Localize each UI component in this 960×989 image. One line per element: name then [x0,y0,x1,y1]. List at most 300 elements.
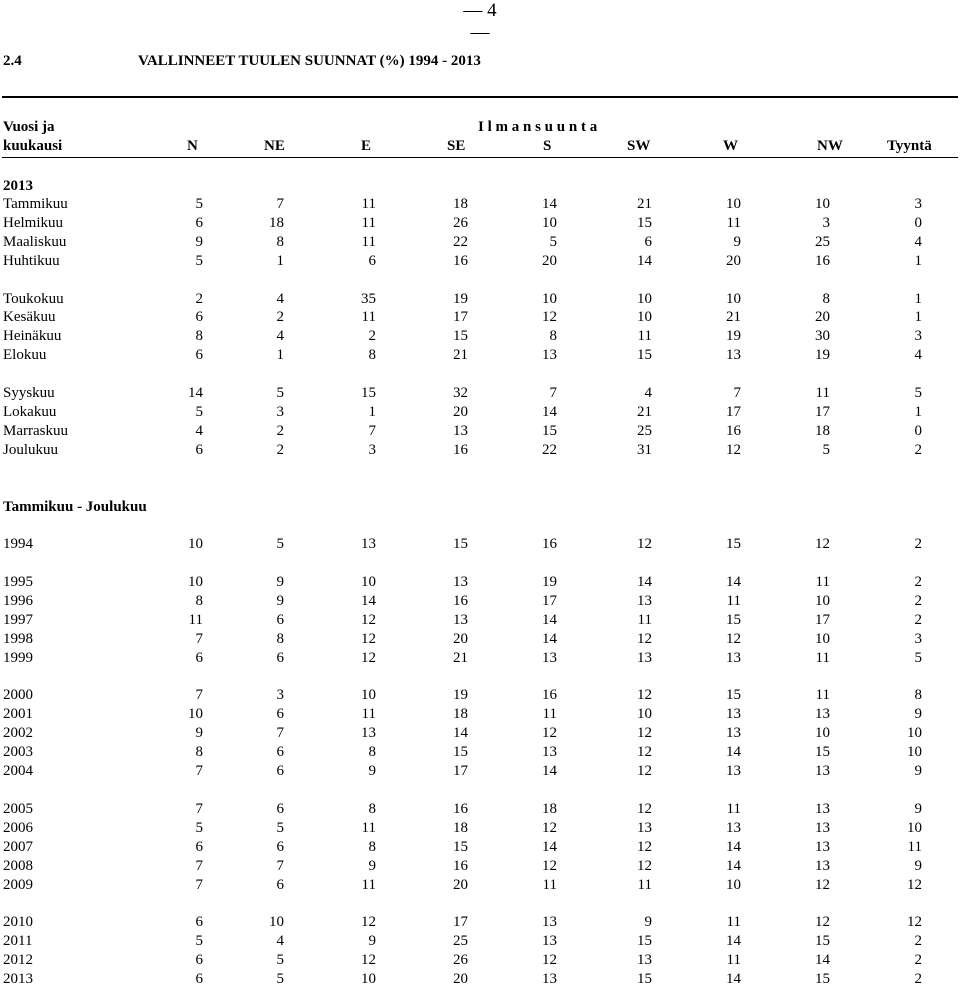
table-cell: 2 [914,442,922,458]
table-cell: 2 [914,952,922,968]
year-label: 1994 [3,536,33,552]
table-row [0,630,960,649]
table-cell: 16 [453,253,468,269]
table-cell: 10 [361,687,376,703]
table-cell: 11 [361,234,376,250]
table-cell: 12 [542,820,557,836]
table-cell: 26 [453,215,468,231]
table-cell: 13 [453,423,468,439]
table-cell: 5 [276,536,284,552]
table-cell: 2 [914,612,922,628]
table-cell: 15 [361,385,376,401]
table-cell: 9 [276,593,284,609]
table-cell: 8 [195,744,203,760]
table-cell: 13 [361,725,376,741]
table-cell: 16 [815,253,830,269]
table-row [0,346,960,365]
table-cell: 3 [368,442,376,458]
table-cell: 7 [195,858,203,874]
table-row [0,441,960,460]
table-cell: 10 [907,744,922,760]
table-cell: 14 [726,744,741,760]
table-cell: 10 [815,631,830,647]
table-row [0,876,960,895]
table-cell: 7 [549,385,557,401]
table-cell: 6 [276,706,284,722]
table-cell: 31 [637,442,652,458]
table-cell: 13 [542,971,557,987]
table-cell: 10 [637,291,652,307]
table-row [0,800,960,819]
table-cell: 7 [195,801,203,817]
table-cell: 13 [726,820,741,836]
table-cell: 1 [276,253,284,269]
table-cell: 12 [907,914,922,930]
table-cell: 17 [815,612,830,628]
table-cell: 11 [815,385,830,401]
table-cell: 4 [276,291,284,307]
table-cell: 14 [542,839,557,855]
table-cell: 13 [453,612,468,628]
table-cell: 11 [188,612,203,628]
table-cell: 13 [542,933,557,949]
table-cell: 10 [188,574,203,590]
table-cell: 4 [914,234,922,250]
table-cell: 4 [644,385,652,401]
table-row [0,611,960,630]
year-label: 2010 [3,914,33,930]
table-cell: 9 [276,574,284,590]
table-cell: 8 [276,234,284,250]
table-cell: 12 [361,612,376,628]
table-cell: 13 [726,650,741,666]
table-cell: 7 [368,423,376,439]
section-number: 2.4 [3,53,22,69]
table-cell: 9 [195,234,203,250]
table-cell: 35 [361,291,376,307]
table-cell: 16 [453,593,468,609]
table-cell: 12 [637,763,652,779]
table-row [0,573,960,592]
table-cell: 12 [726,631,741,647]
table-cell: 20 [726,253,741,269]
table-cell: 15 [726,536,741,552]
table-cell: 6 [195,650,203,666]
table-cell: 18 [453,706,468,722]
month-label: Elokuu [3,347,47,363]
col-header-se: SE [447,138,466,154]
month-label: Maaliskuu [3,234,67,250]
table-cell: 12 [907,877,922,893]
month-label: Marraskuu [3,423,68,439]
table-cell: 7 [195,687,203,703]
table-cell: 17 [542,593,557,609]
table-cell: 13 [815,801,830,817]
table-cell: 14 [542,196,557,212]
table-cell: 5 [276,385,284,401]
table-cell: 12 [815,877,830,893]
table-cell: 13 [542,914,557,930]
table-cell: 11 [726,215,741,231]
table-cell: 19 [542,574,557,590]
table-cell: 1 [914,309,922,325]
table-cell: 21 [453,347,468,363]
table-header-row-1 [0,117,960,137]
table-row [0,838,960,857]
table-cell: 17 [453,763,468,779]
table-cell: 14 [726,574,741,590]
table-cell: 10 [907,820,922,836]
year-label: 2011 [3,933,33,949]
table-row [0,384,960,403]
year-label: 1995 [3,574,33,590]
table-cell: 11 [361,196,376,212]
table-cell: 12 [361,650,376,666]
table-cell: 12 [637,631,652,647]
month-label: Syyskuu [3,385,55,401]
table-cell: 8 [368,744,376,760]
month-label: Heinäkuu [3,328,62,344]
table-row [0,686,960,705]
table-cell: 4 [276,328,284,344]
table-cell: 8 [368,839,376,855]
table-cell: 2 [914,593,922,609]
month-label: Kesäkuu [3,309,56,325]
table-cell: 25 [637,423,652,439]
table-cell: 12 [637,858,652,874]
table-cell: 15 [815,971,830,987]
table-cell: 11 [907,839,922,855]
table-cell: 2 [914,971,922,987]
table-cell: 7 [195,763,203,779]
table-cell: 16 [542,536,557,552]
table-cell: 8 [914,687,922,703]
table-cell: 2 [914,933,922,949]
table-cell: 9 [914,706,922,722]
table-cell: 13 [815,820,830,836]
table-cell: 17 [453,309,468,325]
table-cell: 11 [361,309,376,325]
table-cell: 10 [188,706,203,722]
table-cell: 14 [726,839,741,855]
table-cell: 18 [815,423,830,439]
table-cell: 16 [453,801,468,817]
table-cell: 10 [726,877,741,893]
header-year-and-label: Vuosi ja [3,119,55,135]
month-label: Helmikuu [3,215,63,231]
table-cell: 10 [542,215,557,231]
table-row [0,422,960,441]
table-cell: 14 [542,612,557,628]
table-cell: 0 [914,215,922,231]
table-cell: 8 [368,801,376,817]
page-number: — 4 — [463,0,497,43]
table-cell: 15 [726,612,741,628]
table-cell: 25 [453,933,468,949]
year-label: 2006 [3,820,33,836]
table-cell: 6 [276,801,284,817]
table-cell: 5 [195,820,203,836]
month-label: Joulukuu [3,442,59,458]
table-cell: 15 [637,933,652,949]
table-cell: 9 [733,234,741,250]
table-cell: 6 [644,234,652,250]
table-cell: 12 [815,536,830,552]
table-cell: 7 [195,877,203,893]
table-cell: 20 [453,631,468,647]
table-cell: 14 [542,763,557,779]
table-cell: 8 [368,347,376,363]
table-cell: 10 [815,593,830,609]
table-cell: 13 [726,347,741,363]
col-header-nw: NW [817,138,843,154]
table-cell: 18 [453,196,468,212]
table-cell: 9 [368,933,376,949]
table-cell: 6 [276,650,284,666]
table-cell: 2 [914,536,922,552]
table-header-rule [2,157,958,158]
col-header-w: W [723,138,738,154]
year-label: 2001 [3,706,33,722]
table-cell: 14 [637,574,652,590]
table-cell: 12 [637,536,652,552]
month-label: Tammikuu [3,196,68,212]
table-cell: 6 [276,763,284,779]
table-row [0,308,960,327]
table-row [0,327,960,346]
table-cell: 14 [361,593,376,609]
table-cell: 12 [361,914,376,930]
table-cell: 6 [368,253,376,269]
table-cell: 19 [726,328,741,344]
table-row [0,252,960,271]
table-cell: 25 [815,234,830,250]
table-cell: 1 [914,291,922,307]
table-cell: 3 [276,404,284,420]
table-cell: 10 [361,971,376,987]
table-cell: 3 [914,196,922,212]
month-label: Lokakuu [3,404,57,420]
col-header-ne: NE [264,138,285,154]
table-cell: 22 [542,442,557,458]
table-cell: 13 [637,952,652,968]
section-title: VALLINNEET TUULEN SUUNNAT (%) 1994 - 2013 [138,53,481,69]
table-cell: 12 [361,631,376,647]
table-cell: 14 [542,631,557,647]
table-cell: 12 [542,725,557,741]
table-cell: 9 [914,858,922,874]
table-cell: 21 [726,309,741,325]
table-cell: 13 [637,593,652,609]
year-label: 2009 [3,877,33,893]
table-cell: 10 [542,291,557,307]
table-cell: 7 [276,196,284,212]
table-cell: 13 [542,744,557,760]
table-cell: 17 [815,404,830,420]
table-cell: 11 [726,952,741,968]
header-month-label: kuukausi [3,138,63,154]
table-cell: 19 [453,687,468,703]
table-cell: 2 [195,291,203,307]
table-cell: 26 [453,952,468,968]
table-cell: 9 [644,914,652,930]
table-cell: 8 [822,291,830,307]
table-cell: 4 [276,933,284,949]
table-cell: 18 [269,215,284,231]
table-cell: 13 [542,347,557,363]
year-label: 2003 [3,744,33,760]
table-cell: 22 [453,234,468,250]
table-cell: 11 [637,612,652,628]
table-cell: 2 [276,423,284,439]
table-cell: 13 [726,706,741,722]
table-cell: 5 [276,952,284,968]
table-row [0,951,960,970]
table-cell: 8 [195,593,203,609]
table-cell: 11 [815,574,830,590]
year-label: 2000 [3,687,33,703]
table-cell: 5 [276,971,284,987]
table-cell: 17 [453,914,468,930]
table-cell: 11 [726,914,741,930]
table-cell: 13 [361,536,376,552]
table-cell: 14 [188,385,203,401]
table-cell: 11 [542,877,557,893]
col-header-sw: SW [627,138,651,154]
table-cell: 20 [453,404,468,420]
table-cell: 3 [914,328,922,344]
table-cell: 11 [815,687,830,703]
annual-section-label: Tammikuu - Joulukuu [3,499,147,515]
table-row [0,195,960,214]
year-label: 2004 [3,763,33,779]
table-cell: 5 [195,404,203,420]
col-header-n: N [187,138,198,154]
table-cell: 10 [188,536,203,552]
table-cell: 7 [733,385,741,401]
table-cell: 10 [637,309,652,325]
table-cell: 14 [726,858,741,874]
table-row [0,932,960,951]
table-cell: 3 [276,687,284,703]
table-cell: 6 [276,839,284,855]
table-cell: 12 [542,309,557,325]
table-cell: 14 [542,404,557,420]
table-cell: 9 [195,725,203,741]
table-cell: 13 [815,763,830,779]
table-cell: 12 [637,839,652,855]
table-cell: 12 [637,687,652,703]
table-cell: 12 [726,442,741,458]
year-label: 1996 [3,593,33,609]
table-cell: 15 [453,328,468,344]
table-cell: 2 [368,328,376,344]
table-cell: 9 [368,763,376,779]
table-cell: 21 [453,650,468,666]
table-cell: 8 [195,328,203,344]
table-cell: 11 [361,215,376,231]
table-row [0,403,960,422]
table-cell: 13 [815,839,830,855]
table-cell: 9 [914,763,922,779]
table-cell: 6 [276,877,284,893]
table-cell: 2 [276,309,284,325]
table-row [0,970,960,989]
table-cell: 6 [276,744,284,760]
table-cell: 12 [361,952,376,968]
table-cell: 15 [542,423,557,439]
year-label: 1997 [3,612,33,628]
table-cell: 5 [822,442,830,458]
table-cell: 1 [914,253,922,269]
table-cell: 10 [637,706,652,722]
table-cell: 10 [815,725,830,741]
table-cell: 1 [368,404,376,420]
table-cell: 5 [914,385,922,401]
table-cell: 13 [453,574,468,590]
table-cell: 11 [726,801,741,817]
table-cell: 15 [453,744,468,760]
table-top-rule [2,96,958,98]
table-cell: 2 [276,442,284,458]
table-cell: 12 [637,801,652,817]
table-cell: 13 [815,706,830,722]
col-header-calm: Tyyntä [887,138,932,154]
month-label: Huhtikuu [3,253,60,269]
table-cell: 6 [195,442,203,458]
table-row [0,913,960,932]
table-cell: 15 [637,215,652,231]
table-cell: 8 [276,631,284,647]
table-cell: 12 [542,952,557,968]
table-cell: 32 [453,385,468,401]
table-cell: 12 [637,725,652,741]
table-cell: 9 [368,858,376,874]
table-cell: 1 [914,404,922,420]
table-cell: 2 [914,574,922,590]
table-cell: 15 [815,744,830,760]
table-cell: 13 [637,820,652,836]
table-row [0,762,960,781]
table-cell: 11 [361,877,376,893]
table-cell: 11 [542,706,557,722]
year-label: 2005 [3,801,33,817]
table-cell: 16 [453,442,468,458]
table-cell: 11 [361,706,376,722]
table-row [0,857,960,876]
table-cell: 20 [453,877,468,893]
year-label: 2008 [3,858,33,874]
table-row [0,290,960,309]
table-cell: 11 [637,328,652,344]
table-cell: 3 [914,631,922,647]
table-cell: 6 [195,839,203,855]
year-label: 2002 [3,725,33,741]
table-cell: 4 [195,423,203,439]
table-cell: 7 [195,631,203,647]
table-cell: 12 [815,914,830,930]
table-cell: 14 [637,253,652,269]
table-cell: 21 [637,404,652,420]
year-label: 1998 [3,631,33,647]
table-cell: 12 [637,744,652,760]
table-cell: 16 [542,687,557,703]
table-row [0,649,960,668]
table-cell: 9 [914,801,922,817]
table-cell: 13 [815,858,830,874]
table-row [0,724,960,743]
table-cell: 20 [815,309,830,325]
